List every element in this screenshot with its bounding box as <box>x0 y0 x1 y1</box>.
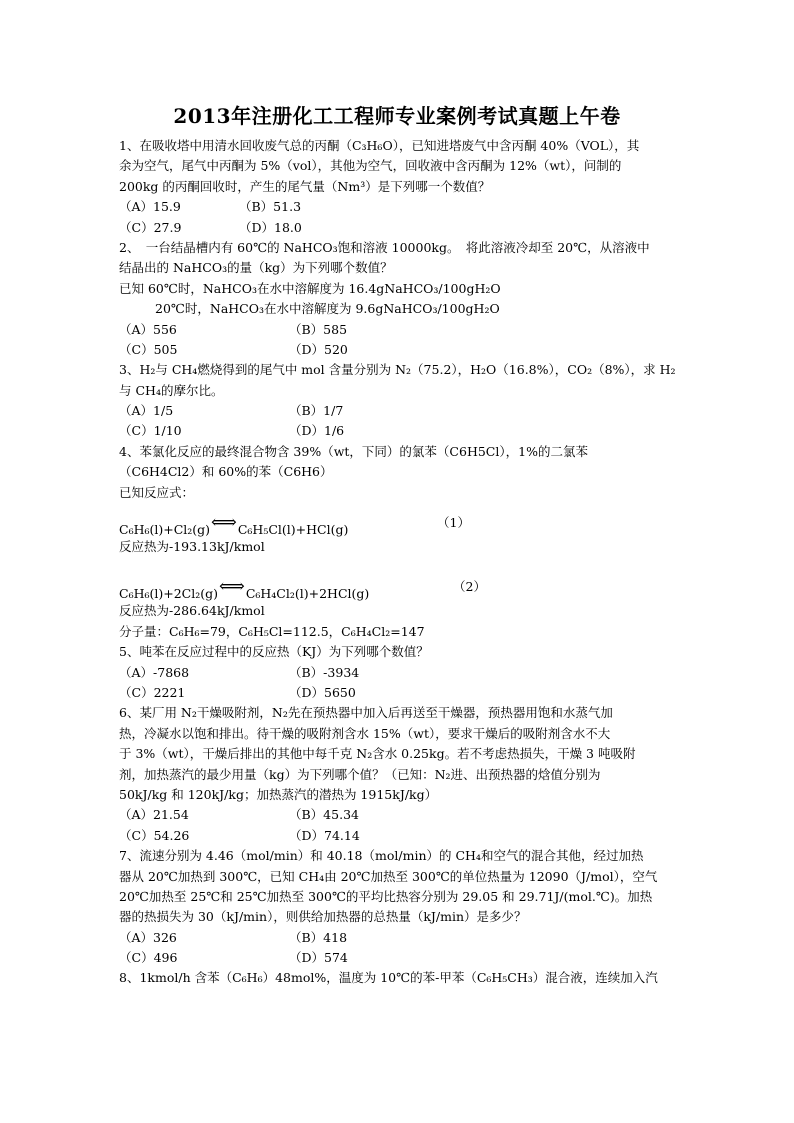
q6-line-3: 于 3%（wt），干燥后排出的其他中每千克 N₂含水 0.25kg。若不考虑热损失，干燥 3 吨吸附 <box>119 746 636 762</box>
q5-option-c: （C）2221 <box>119 684 186 700</box>
q1-options-row-2 <box>119 218 679 238</box>
q5-options-row-1 <box>119 663 679 683</box>
q2-line-3: 已知 60℃时，NaHCO₃在水中溶解度为 16.4gNaHCO₃/100gH₂O <box>119 280 501 296</box>
q2-option-b: （B）585 <box>289 321 348 337</box>
q1-option-a: （A）15.9 <box>119 199 181 215</box>
reaction-2 <box>119 567 679 601</box>
q7-option-b: （B）418 <box>289 929 348 945</box>
q3-line-1: 3、H₂与 CH₄燃烧得到的尾气中 mol 含量分别为 N₂（75.2），H₂O（16.8%），CO₂（8%），求 H₂ <box>119 362 676 378</box>
q3-option-b: （B）1/7 <box>289 403 344 419</box>
q6-line-1: 6、某厂用 N₂干燥吸附剂，N₂先在预热器中加入后再送至干燥器，预热器用饱和水蒸气加 <box>119 705 613 721</box>
q1-option-b: （B）51.3 <box>239 199 302 215</box>
q1-options-row-1 <box>119 197 679 217</box>
reaction-2-reactants: C₆H₆(l)+2Cl₂(g) <box>119 586 218 602</box>
q7-options-row-1 <box>119 928 679 948</box>
q1-option-d: （D）18.0 <box>239 219 302 235</box>
q6-line-4: 剂，加热蒸汽的最少用量（kg）为下列哪个值？（已知：N₂进、出预热器的焓值分别为 <box>119 766 601 782</box>
equilibrium-arrow-icon: ⟺ <box>219 576 245 598</box>
q2-option-d: （D）520 <box>289 341 348 357</box>
q5-option-b: （B）-3934 <box>289 664 360 680</box>
q7-line-2: 器从 20℃加热到 300℃，已知 CH₄由 20℃加热至 300℃的单位热量为 12090（J/mol），空气 <box>119 868 658 884</box>
q7-line-4: 器的热损失为 30（kJ/min），则供给加热器的总热量（kJ/min）是多少？ <box>119 909 527 925</box>
q2-option-a: （A）556 <box>119 321 177 337</box>
q2-line-4: 20℃时，NaHCO₃在水中溶解度为 9.6gNaHCO₃/100gH₂O <box>155 301 500 317</box>
heat-of-reaction-2: 反应热为-286.64kJ/kmol <box>119 603 265 619</box>
document-body <box>119 136 679 989</box>
q6-option-d: （D）74.14 <box>289 827 360 843</box>
q7-option-d: （D）574 <box>289 950 348 966</box>
q7-option-a: （A）326 <box>119 929 177 945</box>
q5-options-row-2 <box>119 683 679 703</box>
q2-line-1: 2、 一台结晶槽内有 60℃的 NaHCO₃饱和溶液 10000kg。 将此溶液冷却至 20℃，从溶液中 <box>119 239 650 255</box>
q7-option-c: （C）496 <box>119 950 178 966</box>
q1-line-1: 1、在吸收塔中用清水回收废气总的丙酮（C₃H₆O），已知进塔废气中含丙酮 40%（VOL），其 <box>119 138 640 153</box>
q6-option-c: （C）54.26 <box>119 827 190 843</box>
q2-option-c: （C）505 <box>119 341 178 357</box>
q4-line-3: 已知反应式： <box>119 484 195 500</box>
q3-options-row-2 <box>119 421 679 441</box>
q6-options-row-2 <box>119 826 679 846</box>
q6-option-a: （A）21.54 <box>119 807 189 823</box>
q7-line-3: 20℃加热至 25℃和 25℃加热至 300℃的平均比热容分别为 29.05 和 29.71J/(mol.℃)。加热 <box>119 888 653 904</box>
q6-options-row-1 <box>119 805 679 825</box>
q3-option-c: （C）1/10 <box>119 423 182 439</box>
reaction-2-products: C₆H₄Cl₂(l)+2HCl(g) <box>245 586 370 602</box>
q5-option-a: （A）-7868 <box>119 664 190 680</box>
q1-line-2: 余为空气，尾气中丙酮为 5%（vol），其他为空气，回收液中含丙酮为 12%（wt），问制的 <box>119 158 622 174</box>
q5-line-1: 5、吨苯在反应过程中的反应热（KJ）为下列哪个数值？ <box>119 644 429 660</box>
q3-option-a: （A）1/5 <box>119 403 174 419</box>
heat-of-reaction-1: 反应热为-193.13kJ/kmol <box>119 539 265 555</box>
reaction-1-reactants: C₆H₆(l)+Cl₂(g) <box>119 522 211 538</box>
q6-line-5: 50kJ/kg 和 120kJ/kg；加热蒸汽的潜热为 1915kJ/kg） <box>119 786 438 802</box>
q1-line-3: 200kg 的丙酮回收时，产生的尾气量（Nm³）是下列哪一个数值？ <box>119 178 491 194</box>
q3-line-2: 与 CH₄的摩尔比。 <box>119 382 224 398</box>
q4-line-1: 4、苯氯化反应的最终混合物含 39%（wt，下同）的氯苯（C6H5Cl），1%的二氯苯 <box>119 443 588 459</box>
reaction-1-products: C₆H₅Cl(l)+HCl(g) <box>237 522 349 538</box>
reaction-1 <box>119 503 679 537</box>
reaction-1-number: （1） <box>437 515 470 531</box>
q1-option-c: （C）27.9 <box>119 219 182 235</box>
molecular-weights: 分子量：C₆H₆=79，C₆H₅Cl=112.5，C₆H₄Cl₂=147 <box>119 623 425 639</box>
q2-options-row-1 <box>119 320 679 340</box>
equilibrium-arrow-icon: ⟺ <box>211 512 237 534</box>
q7-line-1: 7、流速分别为 4.46（mol/min）和 40.18（mol/min）的 CH₄和空气的混合其他，经过加热 <box>119 848 644 864</box>
q5-option-d: （D）5650 <box>289 684 356 700</box>
page-title: 2013年注册化工工程师专业案例考试真题上午卷 <box>173 104 621 128</box>
q2-options-row-2 <box>119 340 679 360</box>
q3-options-row-1 <box>119 401 679 421</box>
q7-options-row-2 <box>119 948 679 968</box>
reaction-2-number: （2） <box>453 579 486 595</box>
q8-line-1: 8、1kmol/h 含苯（C₆H₆）48mol%，温度为 10℃的苯-甲苯（C₆H₅CH₃）混合液，连续加入汽 <box>119 970 658 986</box>
q2-line-2: 结晶出的 NaHCO₃的量（kg）为下列哪个数值？ <box>119 260 393 276</box>
q3-option-d: （D）1/6 <box>289 423 345 439</box>
q6-option-b: （B）45.34 <box>289 807 359 823</box>
q6-line-2: 热，冷凝水以饱和排出。待干燥的吸附剂含水 15%（wt），要求干燥后的吸附剂含水不大 <box>119 725 611 741</box>
q4-line-2: （C6H4Cl2）和 60%的苯（C6H6） <box>119 464 333 480</box>
